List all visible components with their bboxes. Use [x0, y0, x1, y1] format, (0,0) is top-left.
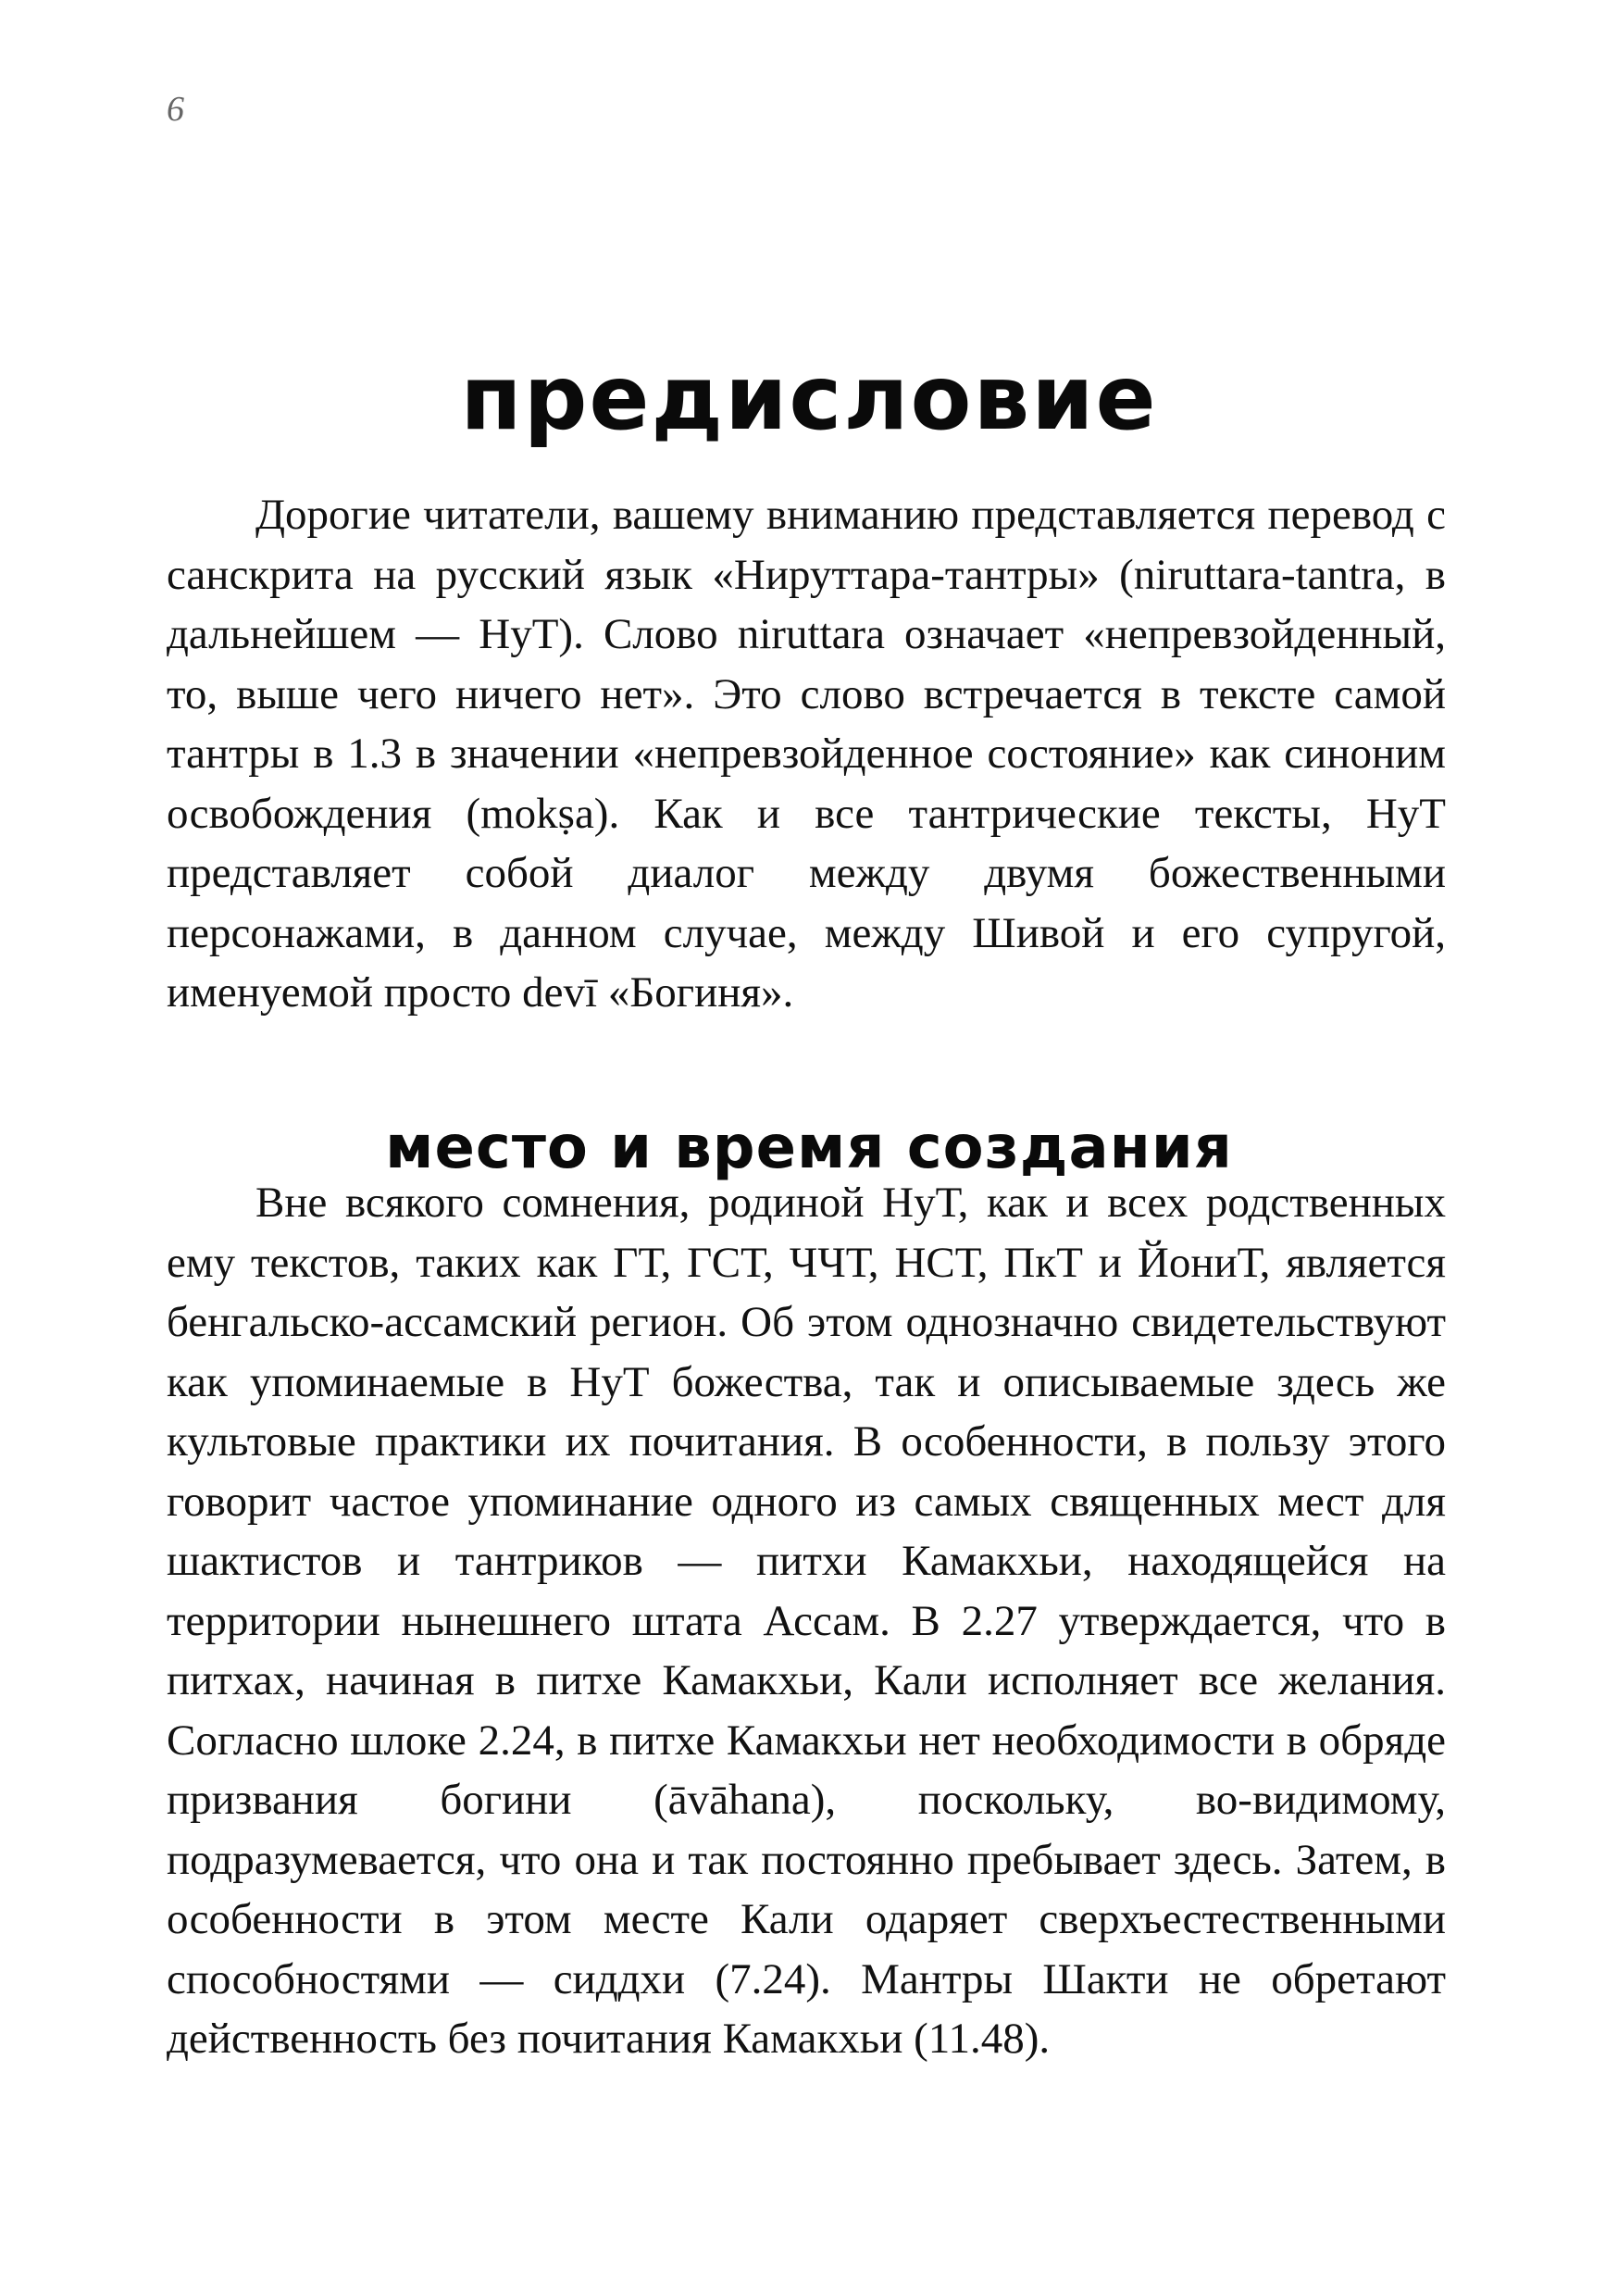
chapter-title: предисловие [460, 346, 1158, 451]
paragraph-origin: Вне всякого сомнения, родиной НуТ, как и всех родственных ему текстов, таких как ГТ, ГСТ, ЧЧТ, НСТ, ПкТ и ЙониТ, является бенгальско-ассамский регион. Об этом однозначно свидетельствуют как упоминаемые в НуТ божества, так и описываемые здесь же культовые практики их почитания. В особенности, в пользу этого говорит частое упоминание одного из самых священных мест для шактистов и тантриков — питхи Камакхьи, находящейся на территории нынешнего штата Ассам. В 2.27 утверждается, что в питхах, начиная в питхе Камакхьи, Кали исполняет все желания. Согласно шлоке 2.24, в питхе Камакхьи нет необходимости в обряде призвания богини (āvāhana), поскольку, во-видимому, подразумевается, что она и так постоянно пребывает здесь. Затем, в особенности в этом месте Кали одаряет сверхъестественными способностями — сиддхи (7.24). Мантры Шакти не обретают действенность без почитания Камакхьи (11.48). [167, 1179, 1446, 2063]
page-number: 6 [167, 90, 184, 129]
section-title: место и время создания [385, 1114, 1233, 1183]
paragraph-intro: Дорогие читатели, вашему вниманию представляется перевод с санскрита на русский язык «Нируттара-тантры» (niruttara-tantra, в дальнейшем — НуТ). Слово niruttara означает «непревзойденный, то, выше чего ничего нет». Это слово встречается в тексте самой тантры в 1.3 в значении «непревзойденное состояние» как синоним освобождения (mokṣa). Как и все тантрические тексты, НуТ представляет собой диалог между двумя божественными персонажами, в данном случае, между Шивой и его супругой, именуемой просто devī «Богиня». [167, 491, 1446, 1017]
